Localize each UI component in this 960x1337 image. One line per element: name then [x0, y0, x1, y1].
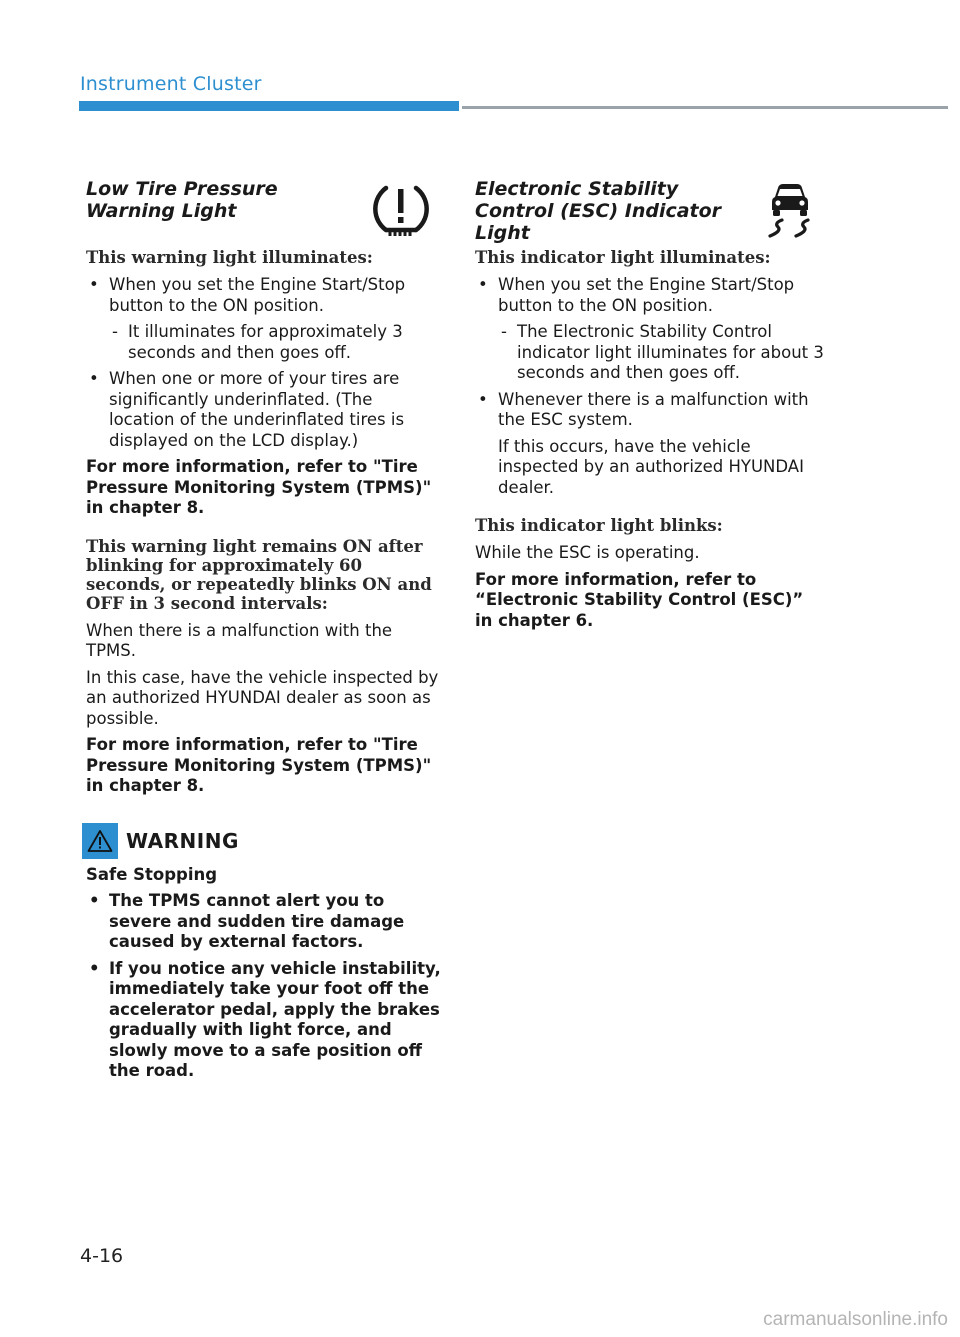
warning-label: WARNING: [126, 828, 239, 853]
tpms-illuminates-list: [86, 275, 441, 451]
header-rule-gray: [462, 106, 948, 109]
esc-illuminates-heading: This indicator light illuminates:: [475, 248, 771, 267]
tpms-illuminates-heading: This warning light illuminates:: [86, 248, 373, 267]
esc-reference: For more information, refer to “Electronic Stability Control (ESC)” in chapter 6.: [475, 569, 804, 630]
tpms-section-title: Low Tire Pressure Warning Light: [86, 178, 278, 222]
list-item: • When one or more of your tires are significantly underinflated. (The location of the underinflated tires is displayed on the LCD display.): [86, 369, 441, 451]
warning-header: [82, 823, 441, 859]
warning-subtitle: Safe Stopping: [86, 864, 218, 884]
list-item: [475, 275, 825, 384]
tpms-blink-heading: This warning light remains ON after blinking for approximately 60 seconds, or repeatedly blinks ON and OFF in 3 second intervals:: [86, 536, 432, 613]
list-item-text: • When you set the Engine Start/Stop button to the ON position.: [498, 275, 795, 315]
watermark: carmanualsonline.info: [763, 1309, 948, 1330]
list-subitem: - The Electronic Stability Control indicator light illuminates for about 3 seconds and then goes off.: [498, 322, 825, 384]
list-item: [86, 275, 441, 363]
list-item-followup: If this occurs, have the vehicle inspected by an authorized HYUNDAI dealer.: [498, 436, 804, 497]
tpms-reference-2: For more information, refer to "Tire Pressure Monitoring System (TPMS)" in chapter 8.: [86, 735, 432, 795]
page-number: 4-16: [80, 1245, 124, 1267]
esc-blinks-heading: This indicator light blinks:: [475, 516, 723, 535]
tpms-section-header: [86, 178, 441, 248]
esc-indicator-icon: [760, 180, 820, 244]
list-item-text: • When you set the Engine Start/Stop button to the ON position.: [109, 275, 406, 315]
right-column: [475, 178, 825, 637]
esc-section-title: Electronic Stability Control (ESC) Indicator Light: [475, 178, 722, 244]
list-item: • If you notice any vehicle instability, immediately take your foot off the accelerator pedal, apply the brakes gradually with light force, and slowly move to a safe position off the road.: [86, 959, 441, 1082]
esc-operating-text: While the ESC is operating.: [475, 543, 700, 562]
warning-triangle-icon: [82, 823, 118, 859]
warning-list: [86, 891, 441, 1082]
list-subitem: - It illuminates for approximately 3 seconds and then goes off.: [109, 322, 441, 363]
tpms-inspect-text: In this case, have the vehicle inspected by an authorized HYUNDAI dealer as soon as possible.: [86, 667, 439, 728]
tpms-reference-1: For more information, refer to "Tire Pressure Monitoring System (TPMS)" in chapter 8.: [86, 457, 432, 517]
header-rule-accent: [79, 101, 459, 111]
esc-illuminates-list: [475, 275, 825, 498]
list-item: [475, 390, 825, 499]
section-header-title: Instrument Cluster: [80, 73, 262, 95]
esc-section-header: [475, 178, 825, 248]
left-column: [86, 178, 441, 1088]
tpms-malfunction-text: When there is a malfunction with the TPMS.: [86, 620, 393, 660]
tpms-warning-icon: [370, 180, 432, 244]
list-item-text: • Whenever there is a malfunction with the ESC system.: [498, 389, 809, 429]
list-item: • The TPMS cannot alert you to severe and sudden tire damage caused by external factors.: [86, 891, 441, 953]
